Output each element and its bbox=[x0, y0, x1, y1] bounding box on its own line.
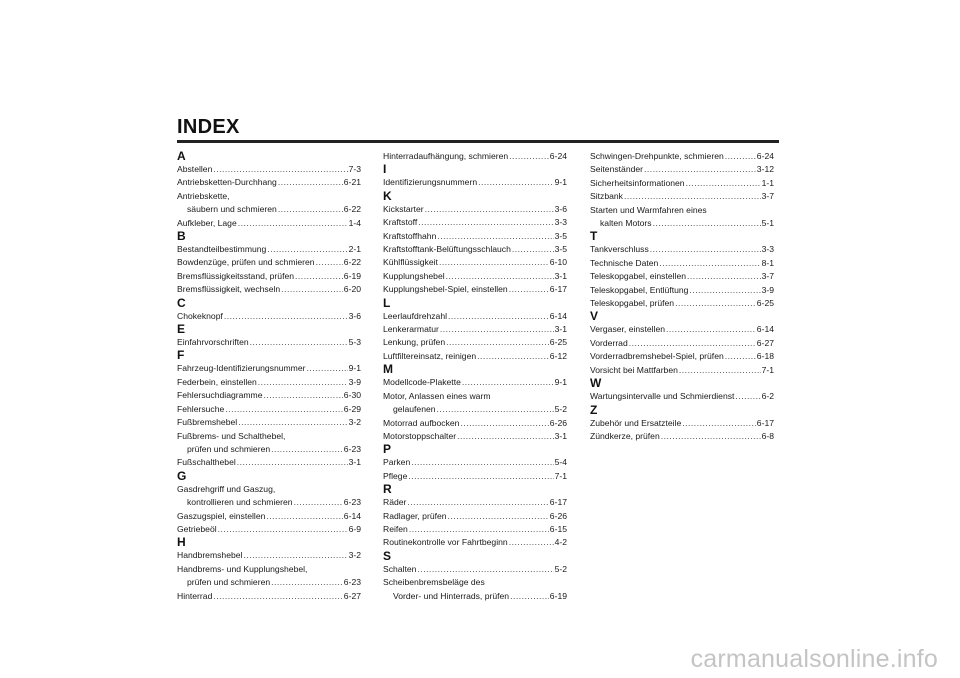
index-entry-page: 5-2 bbox=[554, 404, 567, 415]
index-entry-page: 9-1 bbox=[554, 377, 567, 388]
index-entry bbox=[177, 456, 361, 469]
index-entry bbox=[590, 270, 774, 283]
index-entry bbox=[177, 336, 361, 349]
index-entry-page: 6-23 bbox=[343, 577, 361, 588]
index-entry-page: 6-18 bbox=[756, 351, 774, 362]
dot-leader bbox=[258, 376, 348, 389]
dot-leader bbox=[218, 523, 348, 536]
dot-leader bbox=[629, 337, 756, 350]
index-entry-text: Handbremshebel bbox=[177, 550, 243, 561]
index-entry-text: Vorderradbremshebel-Spiel, prüfen bbox=[590, 351, 724, 362]
index-entry bbox=[590, 150, 774, 163]
index-entry-text: Lenkerarmatur bbox=[383, 324, 439, 335]
index-letter-heading: W bbox=[590, 376, 602, 391]
index-entry bbox=[383, 270, 567, 283]
dot-leader bbox=[418, 216, 553, 229]
index-entry bbox=[383, 376, 567, 389]
index-entry-page: 6-29 bbox=[343, 403, 361, 414]
index-entry-page: 6-14 bbox=[756, 324, 774, 335]
index-entry bbox=[177, 510, 361, 523]
index-entry bbox=[383, 350, 567, 363]
index-entry-page: 6-22 bbox=[343, 257, 361, 268]
dot-leader bbox=[437, 403, 554, 416]
index-entry bbox=[590, 417, 774, 430]
index-entry-page: 1-4 bbox=[348, 217, 361, 228]
index-entry bbox=[177, 243, 361, 256]
index-entry-page: 7-1 bbox=[761, 364, 774, 375]
index-entry-page: 5-2 bbox=[554, 563, 567, 574]
index-entry-text: Fußbremshebel bbox=[177, 417, 238, 428]
index-entry-page: 5-4 bbox=[554, 457, 567, 468]
index-entry bbox=[383, 456, 567, 469]
index-entry bbox=[383, 230, 567, 243]
index-letter-heading: F bbox=[177, 348, 185, 363]
index-letter-heading: E bbox=[177, 322, 186, 337]
index-entry-text: Kraftstoff bbox=[383, 217, 418, 228]
index-entry-text: säubern und schmieren bbox=[187, 204, 277, 215]
dot-leader bbox=[264, 389, 343, 402]
index-entry-page: 3-1 bbox=[554, 270, 567, 281]
index-entry-text: Aufkleber, Lage bbox=[177, 217, 237, 228]
index-entry-text: Pflege bbox=[383, 470, 408, 481]
index-entry bbox=[383, 310, 567, 323]
dot-leader bbox=[281, 283, 343, 296]
index-entry-text: Lenkung, prüfen bbox=[383, 337, 446, 348]
index-entry-page: 3-3 bbox=[554, 217, 567, 228]
index-entry-page: 3-1 bbox=[554, 430, 567, 441]
index-entry-text: Fehlersuchdiagramme bbox=[177, 390, 263, 401]
dot-leader bbox=[509, 536, 554, 549]
index-letter-heading: I bbox=[383, 162, 387, 177]
index-entry-text: Kickstarter bbox=[383, 203, 424, 214]
index-entry-text: prüfen und schmieren bbox=[187, 577, 271, 588]
index-entry-continued: Starten und Warmfahren eines bbox=[590, 204, 707, 215]
index-entry bbox=[383, 216, 567, 229]
index-entry-page: 6-10 bbox=[549, 257, 567, 268]
index-entry-continued: Scheibenbremsbeläge des bbox=[383, 577, 485, 588]
dot-leader bbox=[307, 362, 348, 375]
index-entry-text: Leerlaufdrehzahl bbox=[383, 310, 448, 321]
index-entry-page: 6-19 bbox=[549, 590, 567, 601]
index-entry-text: Antriebsketten-Durchhang bbox=[177, 177, 277, 188]
index-entry-page: 5-1 bbox=[761, 218, 774, 229]
index-entry bbox=[590, 430, 774, 443]
dot-leader bbox=[725, 150, 756, 163]
index-entry bbox=[383, 150, 567, 163]
dot-leader bbox=[478, 176, 553, 189]
index-entry bbox=[177, 403, 361, 416]
index-entry-page: 7-1 bbox=[554, 470, 567, 481]
index-entry bbox=[383, 510, 567, 523]
dot-leader bbox=[425, 203, 554, 216]
index-entry-page: 5-3 bbox=[348, 337, 361, 348]
index-entry-text: Bremsflüssigkeit, wechseln bbox=[177, 284, 281, 295]
index-entry-text: Kühlflüssigkeit bbox=[383, 257, 438, 268]
index-entry bbox=[383, 243, 567, 256]
index-letter-heading: V bbox=[590, 309, 599, 324]
index-entry-page: 9-1 bbox=[554, 177, 567, 188]
index-entry bbox=[590, 364, 774, 377]
index-entry-page: 6-25 bbox=[756, 298, 774, 309]
index-entry-continued: Handbrems- und Kupplungshebel, bbox=[177, 563, 308, 574]
index-entry-page: 6-24 bbox=[756, 151, 774, 161]
dot-leader bbox=[686, 177, 761, 190]
index-entry-page: 3-12 bbox=[756, 164, 774, 175]
index-entry-text: Abstellen bbox=[177, 164, 213, 174]
index-entry bbox=[590, 257, 774, 270]
index-letter-heading: T bbox=[590, 229, 598, 244]
index-entry-continued: Gasdrehgriff und Gaszug, bbox=[177, 483, 276, 494]
dot-leader bbox=[409, 523, 549, 536]
index-entry-page: 6-30 bbox=[343, 390, 361, 401]
index-entry-text: Schwingen-Drehpunkte, schmieren bbox=[590, 151, 724, 161]
index-entry bbox=[383, 176, 567, 189]
index-entry-text: kalten Motors bbox=[600, 218, 652, 229]
index-entry-text: Routinekontrolle vor Fahrtbeginn bbox=[383, 537, 508, 548]
index-entry bbox=[383, 403, 567, 416]
dot-leader bbox=[267, 243, 347, 256]
index-entry-text: Vorsicht bei Mattfarben bbox=[590, 364, 678, 375]
dot-leader bbox=[213, 163, 347, 176]
dot-leader bbox=[440, 323, 554, 336]
index-entry-page: 2-1 bbox=[348, 244, 361, 255]
dot-leader bbox=[250, 336, 348, 349]
dot-leader bbox=[448, 310, 549, 323]
dot-leader bbox=[448, 510, 549, 523]
index-entry bbox=[177, 389, 361, 402]
index-entry-text: Identifizierungsnummern bbox=[383, 177, 478, 188]
index-entry-text: Bowdenzüge, prüfen und schmieren bbox=[177, 257, 315, 268]
dot-leader bbox=[271, 443, 343, 456]
index-entry-page: 3-6 bbox=[554, 203, 567, 214]
index-entry-text: Zündkerze, prüfen bbox=[590, 430, 660, 441]
index-entry-text: Bremsflüssigkeitsstand, prüfen bbox=[177, 270, 295, 281]
index-entry bbox=[383, 523, 567, 536]
index-entry-page: 6-8 bbox=[761, 430, 774, 441]
dot-leader bbox=[687, 270, 761, 283]
index-entry bbox=[177, 590, 361, 603]
dot-leader bbox=[278, 176, 343, 189]
index-entry-text: Federbein, einstellen bbox=[177, 376, 257, 387]
index-column-1 bbox=[177, 150, 361, 603]
dot-leader bbox=[659, 257, 760, 270]
dot-leader bbox=[238, 217, 348, 230]
index-entry-text: gelaufenen bbox=[393, 404, 436, 415]
index-entry bbox=[383, 430, 567, 443]
index-entry-page: 6-12 bbox=[549, 350, 567, 361]
dot-leader bbox=[512, 243, 554, 256]
dot-leader bbox=[462, 376, 554, 389]
index-entry bbox=[383, 323, 567, 336]
index-entry-text: Getriebeöl bbox=[177, 523, 217, 534]
index-entry bbox=[177, 163, 361, 176]
dot-leader bbox=[679, 364, 761, 377]
dot-leader bbox=[266, 510, 342, 523]
index-letter-heading: G bbox=[177, 468, 187, 483]
dot-leader bbox=[446, 270, 554, 283]
index-entry-text: Gaszugspiel, einstellen bbox=[177, 510, 266, 521]
index-entry bbox=[177, 496, 361, 509]
index-entry-page: 6-14 bbox=[343, 510, 361, 521]
index-entry-page: 6-2 bbox=[761, 391, 774, 402]
dot-leader bbox=[408, 470, 553, 483]
index-entry bbox=[177, 217, 361, 230]
index-entry-text: Chokeknopf bbox=[177, 310, 223, 321]
index-entry-text: Reifen bbox=[383, 523, 408, 534]
index-letter-heading: B bbox=[177, 229, 186, 244]
index-entry-page: 6-9 bbox=[348, 523, 361, 534]
watermark: carmanualsonline.info bbox=[690, 645, 938, 673]
index-entry-page: 6-20 bbox=[343, 284, 361, 295]
index-entry-text: Parken bbox=[383, 457, 411, 468]
index-entry-page: 6-21 bbox=[343, 177, 361, 188]
index-entry-page: 7-3 bbox=[348, 164, 361, 174]
dot-leader bbox=[477, 350, 549, 363]
dot-leader bbox=[294, 496, 343, 509]
index-entry bbox=[590, 177, 774, 190]
dot-leader bbox=[446, 336, 549, 349]
index-entry-text: Kupplungshebel-Spiel, einstellen bbox=[383, 284, 508, 295]
index-entry-continued: Antriebskette, bbox=[177, 190, 230, 201]
index-entry-text: Radlager, prüfen bbox=[383, 510, 447, 521]
index-entry bbox=[383, 203, 567, 216]
index-entry-page: 6-27 bbox=[343, 590, 361, 601]
dot-leader bbox=[675, 297, 756, 310]
dot-leader bbox=[689, 284, 760, 297]
index-entry bbox=[590, 217, 774, 230]
dot-leader bbox=[224, 310, 348, 323]
index-entry bbox=[177, 256, 361, 269]
dot-leader bbox=[653, 217, 761, 230]
index-letter-heading: R bbox=[383, 482, 392, 497]
index-entry-text: Kupplungshebel bbox=[383, 270, 445, 281]
title-rule bbox=[177, 140, 779, 143]
dot-leader bbox=[437, 230, 553, 243]
dot-leader bbox=[624, 190, 761, 203]
index-entry-text: Räder bbox=[383, 497, 407, 508]
index-entry bbox=[177, 376, 361, 389]
index-entry bbox=[590, 163, 774, 176]
index-entry-page: 6-15 bbox=[549, 523, 567, 534]
index-entry-page: 3-3 bbox=[761, 244, 774, 255]
index-entry-page: 3-2 bbox=[348, 417, 361, 428]
index-entry bbox=[383, 590, 567, 603]
index-entry-page: 6-22 bbox=[343, 204, 361, 215]
index-entry-text: Sicherheitsinformationen bbox=[590, 177, 685, 188]
index-entry bbox=[383, 470, 567, 483]
index-letter-heading: H bbox=[177, 535, 186, 550]
index-entry bbox=[177, 549, 361, 562]
index-entry bbox=[177, 176, 361, 189]
index-entry-page: 6-26 bbox=[549, 510, 567, 521]
index-entry-page: 6-27 bbox=[756, 337, 774, 348]
index-entry-text: Wartungsintervalle und Schmierdienst bbox=[590, 391, 735, 402]
dot-leader bbox=[295, 270, 343, 283]
index-entry bbox=[177, 416, 361, 429]
index-entry-text: Vorder- und Hinterrads, prüfen bbox=[393, 590, 510, 601]
index-letter-heading: K bbox=[383, 188, 392, 203]
index-entry bbox=[590, 350, 774, 363]
index-entry bbox=[383, 283, 567, 296]
index-entry-page: 3-5 bbox=[554, 244, 567, 255]
index-entry-page: 6-23 bbox=[343, 443, 361, 454]
index-entry-text: Teleskopgabel, prüfen bbox=[590, 298, 675, 309]
index-column-2 bbox=[383, 150, 567, 603]
index-entry bbox=[383, 563, 567, 576]
index-entry-text: Schalten bbox=[383, 563, 417, 574]
index-entry bbox=[590, 297, 774, 310]
index-entry bbox=[177, 310, 361, 323]
index-entry bbox=[590, 337, 774, 350]
index-entry-text: kontrollieren und schmieren bbox=[187, 497, 293, 508]
index-entry-page: 6-24 bbox=[549, 151, 567, 161]
index-entry bbox=[383, 336, 567, 349]
index-letter-heading: S bbox=[383, 548, 392, 563]
index-entry-text: Hinterradaufhängung, schmieren bbox=[383, 151, 509, 161]
index-entry-text: Kraftstoffhahn bbox=[383, 230, 437, 241]
index-entry-page: 3-7 bbox=[761, 191, 774, 202]
index-entry bbox=[177, 270, 361, 283]
index-entry bbox=[383, 256, 567, 269]
index-entry bbox=[590, 190, 774, 203]
dot-leader bbox=[666, 323, 756, 336]
dot-leader bbox=[735, 390, 760, 403]
index-entry-page: 3-5 bbox=[554, 230, 567, 241]
dot-leader bbox=[457, 430, 553, 443]
index-entry-text: Sitzbank bbox=[590, 191, 623, 202]
index-column-3 bbox=[590, 150, 774, 443]
dot-leader bbox=[407, 496, 548, 509]
index-entry-page: 3-9 bbox=[761, 284, 774, 295]
index-entry bbox=[177, 203, 361, 216]
index-entry-text: Zubehör und Ersatzteile bbox=[590, 417, 682, 428]
index-entry-page: 9-1 bbox=[348, 363, 361, 374]
index-entry-text: prüfen und schmieren bbox=[187, 443, 271, 454]
dot-leader bbox=[225, 403, 343, 416]
index-entry bbox=[590, 323, 774, 336]
dot-leader bbox=[510, 590, 549, 603]
dot-leader bbox=[509, 150, 549, 163]
index-entry-page: 3-7 bbox=[761, 271, 774, 282]
index-entry-continued: Fußbrems- und Schalthebel, bbox=[177, 430, 286, 441]
dot-leader bbox=[439, 256, 549, 269]
index-entry-page: 3-1 bbox=[348, 457, 361, 468]
index-entry-text: Technische Daten bbox=[590, 257, 659, 268]
index-entry-text: Vorderrad bbox=[590, 337, 628, 348]
index-entry-page: 3-6 bbox=[348, 310, 361, 321]
index-entry bbox=[177, 523, 361, 536]
dot-leader bbox=[238, 416, 347, 429]
index-letter-heading: Z bbox=[590, 402, 598, 417]
index-entry bbox=[177, 283, 361, 296]
index-entry bbox=[177, 443, 361, 456]
dot-leader bbox=[213, 590, 342, 603]
dot-leader bbox=[316, 256, 343, 269]
index-entry-text: Teleskopgabel, Entlüftung bbox=[590, 284, 689, 295]
index-entry-page: 6-23 bbox=[343, 497, 361, 508]
index-entry-text: Vergaser, einstellen bbox=[590, 324, 666, 335]
index-entry-page: 3-2 bbox=[348, 550, 361, 561]
index-entry-page: 6-19 bbox=[343, 270, 361, 281]
index-entry bbox=[383, 417, 567, 430]
index-entry bbox=[177, 362, 361, 375]
index-letter-heading: M bbox=[383, 362, 393, 377]
index-entry-page: 8-1 bbox=[761, 257, 774, 268]
index-entry-text: Motorstoppschalter bbox=[383, 430, 457, 441]
dot-leader bbox=[644, 163, 756, 176]
dot-leader bbox=[243, 549, 347, 562]
page-title: INDEX bbox=[177, 116, 240, 138]
dot-leader bbox=[460, 417, 548, 430]
index-entry bbox=[590, 284, 774, 297]
index-letter-heading: L bbox=[383, 295, 391, 310]
index-entry-text: Fahrzeug-Identifizierungsnummer bbox=[177, 363, 306, 374]
index-letter-heading: P bbox=[383, 442, 392, 457]
index-letter-heading: C bbox=[177, 295, 186, 310]
dot-leader bbox=[650, 243, 761, 256]
index-entry-page: 6-25 bbox=[549, 337, 567, 348]
dot-leader bbox=[411, 456, 553, 469]
index-entry-page: 6-17 bbox=[756, 417, 774, 428]
dot-leader bbox=[278, 203, 343, 216]
index-entry-page: 6-26 bbox=[549, 417, 567, 428]
index-entry-text: Hinterrad bbox=[177, 590, 213, 601]
index-entry-text: Modellcode-Plakette bbox=[383, 377, 461, 388]
dot-leader bbox=[682, 417, 756, 430]
index-entry-text: Seitenständer bbox=[590, 164, 644, 175]
dot-leader bbox=[509, 283, 549, 296]
index-entry-text: Tankverschluss bbox=[590, 244, 649, 255]
index-entry bbox=[383, 496, 567, 509]
index-entry-page: 4-2 bbox=[554, 537, 567, 548]
index-entry bbox=[590, 243, 774, 256]
index-entry-page: 1-1 bbox=[761, 177, 774, 188]
dot-leader bbox=[271, 576, 343, 589]
index-entry-text: Fehlersuche bbox=[177, 403, 225, 414]
index-entry-text: Luftfiltereinsatz, reinigen bbox=[383, 350, 477, 361]
index-entry-page: 6-14 bbox=[549, 310, 567, 321]
index-entry-text: Fußschalthebel bbox=[177, 457, 236, 468]
index-entry-text: Einfahrvorschriften bbox=[177, 337, 249, 348]
dot-leader bbox=[725, 350, 756, 363]
index-entry-continued: Motor, Anlassen eines warm bbox=[383, 390, 491, 401]
dot-leader bbox=[237, 456, 348, 469]
index-letter-heading: A bbox=[177, 149, 186, 163]
index-entry-page: 6-17 bbox=[549, 497, 567, 508]
index-entry-text: Motorrad aufbocken bbox=[383, 417, 460, 428]
index-entry-page: 3-1 bbox=[554, 324, 567, 335]
index-entry-page: 3-9 bbox=[348, 376, 361, 387]
dot-leader bbox=[661, 430, 761, 443]
index-entry-text: Teleskopgabel, einstellen bbox=[590, 271, 687, 282]
index-entry bbox=[590, 390, 774, 403]
index-entry bbox=[383, 536, 567, 549]
index-entry-text: Kraftstofftank-Belüftungsschlauch bbox=[383, 244, 511, 255]
dot-leader bbox=[417, 563, 553, 576]
index-entry-page: 6-17 bbox=[549, 284, 567, 295]
index-entry-text: Bestandteilbestimmung bbox=[177, 244, 267, 255]
index-entry bbox=[177, 576, 361, 589]
